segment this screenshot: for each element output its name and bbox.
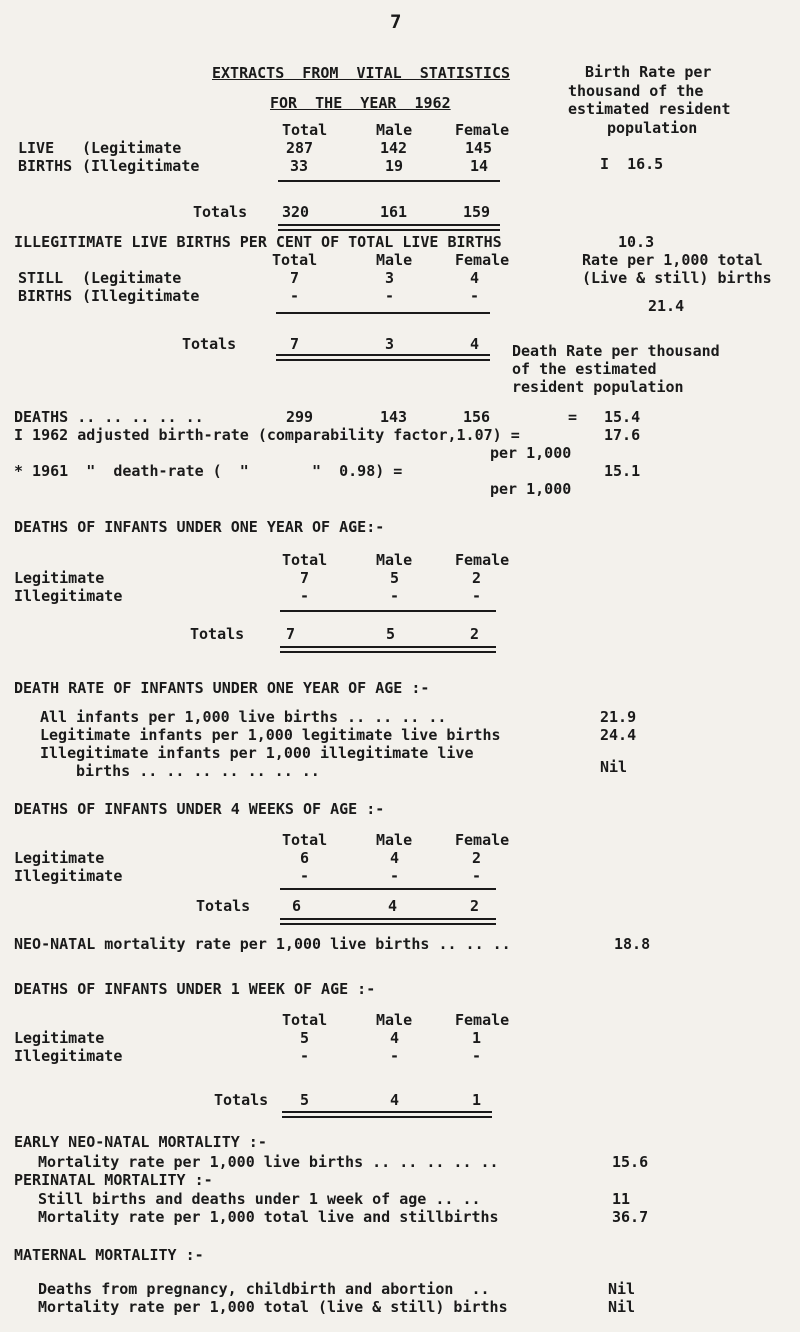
four-weeks-legit-label: Legitimate (14, 849, 105, 867)
death-rate-note-line2: of the estimated (512, 360, 657, 378)
maternal-heading: MATERNAL MORTALITY :- (14, 1246, 204, 1264)
four-weeks-heading: DEATHS OF INFANTS UNDER 4 WEEKS OF AGE :- (14, 800, 385, 818)
adjusted-birth-rate-value: 17.6 (604, 426, 641, 444)
still-legit-male: 3 (385, 269, 395, 287)
deaths-male: 143 (380, 408, 408, 426)
still-rate-value: 21.4 (648, 297, 685, 315)
four-weeks-legit-male: 4 (390, 849, 400, 867)
infant-illegit-total: - (300, 587, 310, 605)
live-births-label-bottom: BIRTHS (18, 157, 73, 175)
document-title: EXTRACTS FROM VITAL STATISTICS (212, 64, 511, 82)
still-col-header-total: Total (272, 251, 318, 269)
infant-illegit-female: - (472, 587, 482, 605)
neonatal-label: NEO-NATAL mortality rate per 1,000 live births .. .. .. (14, 935, 511, 953)
infant-legit-label: Legitimate (14, 569, 105, 587)
infant-col-female: Female (455, 551, 510, 569)
still-rate-label-line1: Rate per 1,000 total (582, 251, 763, 269)
document-subtitle: FOR THE YEAR 1962 (270, 94, 451, 112)
double-rule (282, 1111, 492, 1118)
live-totals-male: 161 (380, 203, 408, 221)
birth-rate-note-line4: population (607, 119, 698, 137)
live-births-label-top: LIVE (18, 139, 55, 157)
four-weeks-col-male: Male (376, 831, 413, 849)
one-week-totals-female: 1 (472, 1091, 482, 1109)
illegitimate-percent-value: 10.3 (618, 233, 655, 251)
live-legit-female: 145 (465, 139, 493, 157)
four-weeks-illegit-total: - (300, 867, 310, 885)
maternal-rate-label: Mortality rate per 1,000 total (live & still) births (38, 1298, 508, 1316)
infant-rate-illegit-label-a: Illegitimate infants per 1,000 illegitimate live (40, 744, 474, 762)
infant-rate-legit-label: Legitimate infants per 1,000 legitimate live births (40, 726, 501, 744)
one-week-heading: DEATHS OF INFANTS UNDER 1 WEEK OF AGE :- (14, 980, 376, 998)
live-totals-total: 320 (282, 203, 310, 221)
one-week-totals-male: 4 (390, 1091, 400, 1109)
birth-rate-note-line1: Birth Rate per (585, 63, 712, 81)
infant-totals-total: 7 (286, 625, 296, 643)
still-col-header-female: Female (455, 251, 510, 269)
still-births-legit-label: (Legitimate (82, 269, 182, 287)
deaths-rate: 15.4 (604, 408, 641, 426)
four-weeks-illegit-male: - (390, 867, 400, 885)
four-weeks-totals-male: 4 (388, 897, 398, 915)
one-week-illegit-total: - (300, 1047, 310, 1065)
still-totals-male: 3 (385, 335, 395, 353)
four-weeks-legit-total: 6 (300, 849, 310, 867)
infant-totals-male: 5 (386, 625, 396, 643)
one-week-col-total: Total (282, 1011, 328, 1029)
page-number: 7 (390, 11, 402, 33)
double-rule (278, 224, 500, 231)
live-illegit-female: 14 (470, 157, 489, 175)
still-totals-female: 4 (470, 335, 480, 353)
early-neonatal-rate-value: 15.6 (612, 1153, 649, 1171)
one-week-legit-label: Legitimate (14, 1029, 105, 1047)
live-totals-female: 159 (463, 203, 491, 221)
infant-rate-legit-value: 24.4 (600, 726, 637, 744)
one-week-illegit-label: Illegitimate (14, 1047, 123, 1065)
infant-illegit-label: Illegitimate (14, 587, 123, 605)
double-rule (276, 354, 490, 361)
one-week-legit-male: 4 (390, 1029, 400, 1047)
adjusted-birth-per: per 1,000 (490, 444, 572, 462)
birth-rate-note-line2: thousand of the (568, 82, 704, 100)
four-weeks-legit-female: 2 (472, 849, 482, 867)
divider (280, 610, 496, 612)
infant-col-total: Total (282, 551, 328, 569)
one-week-legit-female: 1 (472, 1029, 482, 1047)
one-week-totals-total: 5 (300, 1091, 310, 1109)
one-week-col-female: Female (455, 1011, 510, 1029)
four-weeks-col-total: Total (282, 831, 328, 849)
birth-rate-note-line3: estimated resident (568, 100, 731, 118)
live-legit-total: 287 (286, 139, 314, 157)
still-illegit-total: - (290, 287, 300, 305)
infant-rate-all-value: 21.9 (600, 708, 637, 726)
infant-col-male: Male (376, 551, 413, 569)
col-header-female: Female (455, 121, 510, 139)
infant-illegit-male: - (390, 587, 400, 605)
one-week-totals-label: Totals (214, 1091, 269, 1109)
infant-legit-male: 5 (390, 569, 400, 587)
double-rule (280, 646, 496, 653)
infant-rate-all-label: All infants per 1,000 live births .. .. .. .. (40, 708, 447, 726)
adjusted-death-rate-value: 15.1 (604, 462, 641, 480)
perinatal-heading: PERINATAL MORTALITY :- (14, 1171, 213, 1189)
deaths-label: DEATHS .. .. .. .. .. (14, 408, 204, 426)
death-rate-note-line1: Death Rate per thousand (512, 342, 720, 360)
perinatal-deaths-value: 11 (612, 1190, 631, 1208)
infant-totals-female: 2 (470, 625, 480, 643)
one-week-illegit-male: - (390, 1047, 400, 1065)
col-header-total: Total (282, 121, 328, 139)
still-legit-total: 7 (290, 269, 300, 287)
double-rule (280, 918, 496, 925)
divider (278, 180, 500, 182)
four-weeks-illegit-label: Illegitimate (14, 867, 123, 885)
one-week-col-male: Male (376, 1011, 413, 1029)
live-illegit-total: 33 (290, 157, 309, 175)
divider (280, 888, 496, 890)
still-totals-label: Totals (182, 335, 237, 353)
death-rate-note-line3: resident population (512, 378, 684, 396)
maternal-deaths-label: Deaths from pregnancy, childbirth and abortion .. (38, 1280, 490, 1298)
infant-rate-illegit-value: Nil (600, 758, 628, 776)
neonatal-value: 18.8 (614, 935, 651, 953)
birth-rate-value: I 16.5 (600, 155, 664, 173)
adjusted-death-rate-label: * 1961 " death-rate ( " " 0.98) = (14, 462, 403, 480)
live-legit-male: 142 (380, 139, 408, 157)
divider (276, 312, 490, 314)
one-week-illegit-female: - (472, 1047, 482, 1065)
still-col-header-male: Male (376, 251, 413, 269)
infant-totals-label: Totals (190, 625, 245, 643)
deaths-equals: = (568, 408, 578, 426)
still-illegit-female: - (470, 287, 480, 305)
still-rate-label-line2: (Live & still) births (582, 269, 772, 287)
live-illegit-male: 19 (385, 157, 404, 175)
infant-legit-total: 7 (300, 569, 310, 587)
still-births-label-bottom: BIRTHS (18, 287, 73, 305)
four-weeks-col-female: Female (455, 831, 510, 849)
perinatal-rate-label: Mortality rate per 1,000 total live and stillbirths (38, 1208, 499, 1226)
deaths-total: 299 (286, 408, 314, 426)
live-births-illegit-label: (Illegitimate (82, 157, 200, 175)
still-illegit-male: - (385, 287, 395, 305)
maternal-deaths-value: Nil (608, 1280, 636, 1298)
four-weeks-totals-total: 6 (292, 897, 302, 915)
still-totals-total: 7 (290, 335, 300, 353)
four-weeks-illegit-female: - (472, 867, 482, 885)
illegitimate-percent-label: ILLEGITIMATE LIVE BIRTHS PER CENT OF TOTAL LIVE BIRTHS (14, 233, 502, 251)
live-births-legit-label: (Legitimate (82, 139, 182, 157)
early-neonatal-rate-label: Mortality rate per 1,000 live births .. .. .. .. .. (38, 1153, 499, 1171)
adjusted-birth-rate-label: I 1962 adjusted birth-rate (comparability factor,1.07) = (14, 426, 520, 444)
adjusted-death-per: per 1,000 (490, 480, 572, 498)
live-totals-label: Totals (193, 203, 248, 221)
deaths-female: 156 (463, 408, 491, 426)
infant-deaths-heading: DEATHS OF INFANTS UNDER ONE YEAR OF AGE:- (14, 518, 385, 536)
infant-legit-female: 2 (472, 569, 482, 587)
early-neonatal-heading: EARLY NEO-NATAL MORTALITY :- (14, 1133, 267, 1151)
four-weeks-totals-female: 2 (470, 897, 480, 915)
perinatal-deaths-label: Still births and deaths under 1 week of age .. .. (38, 1190, 481, 1208)
col-header-male: Male (376, 121, 413, 139)
still-births-label-top: STILL (18, 269, 64, 287)
infant-rate-illegit-label-b: births .. .. .. .. .. .. .. (76, 762, 320, 780)
still-births-illegit-label: (Illegitimate (82, 287, 200, 305)
maternal-rate-value: Nil (608, 1298, 636, 1316)
one-week-legit-total: 5 (300, 1029, 310, 1047)
four-weeks-totals-label: Totals (196, 897, 251, 915)
still-legit-female: 4 (470, 269, 480, 287)
infant-rate-heading: DEATH RATE OF INFANTS UNDER ONE YEAR OF AGE :- (14, 679, 430, 697)
perinatal-rate-value: 36.7 (612, 1208, 649, 1226)
